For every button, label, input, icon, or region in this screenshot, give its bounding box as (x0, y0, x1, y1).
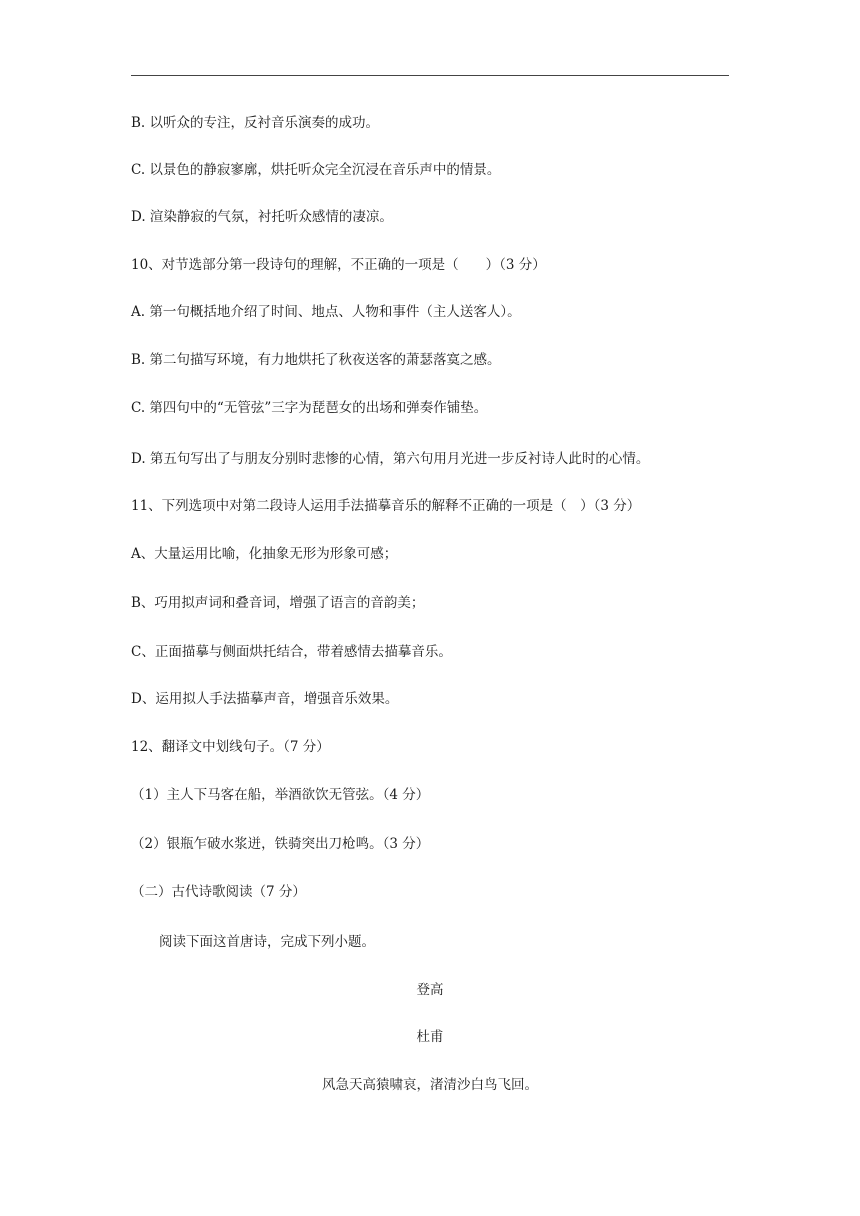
option-9d: D. 渲染静寂的气氛，衬托听众感情的凄凉。 (131, 209, 393, 225)
section-heading: （二）古代诗歌阅读（7 分） (131, 884, 306, 900)
question-12-item-1: （1）主人下马客在船，举酒欲饮无管弦。（4 分） (131, 787, 430, 803)
option-9c: C. 以景色的静寂寥廓，烘托听众完全沉浸在音乐声中的情景。 (131, 162, 501, 178)
option-10a: A. 第一句概括地介绍了时间、地点、人物和事件（主人送客人）。 (131, 304, 521, 320)
option-11a: A、大量运用比喻，化抽象无形为形象可感； (131, 546, 398, 562)
poem-author: 杜甫 (416, 1029, 444, 1045)
option-11c: C、正面描摹与侧面烘托结合，带着感情去描摹音乐。 (131, 644, 452, 660)
poem-title: 登高 (416, 982, 444, 998)
option-11d: D、运用拟人手法描摹声音，增强音乐效果。 (131, 691, 399, 707)
question-12: 12、翻译文中划线句子。（7 分） (131, 739, 330, 755)
option-10d: D. 第五句写出了与朋友分别时悲惨的心情，第六句用月光进一步反衬诗人此时的心情。 (131, 451, 650, 467)
option-10c: C. 第四句中的“无管弦”三字为琵琶女的出场和弹奏作铺垫。 (131, 400, 488, 416)
option-10b: B. 第二句描写环境，有力地烘托了秋夜送客的萧瑟落寞之感。 (131, 352, 501, 368)
question-12-item-2: （2）银瓶乍破水浆迸，铁骑突出刀枪鸣。（3 分） (131, 836, 430, 852)
question-10: 10、对节选部分第一段诗句的理解，不正确的一项是（ ）（3 分） (131, 257, 546, 273)
option-11b: B、巧用拟声词和叠音词，增强了语言的音韵美； (131, 595, 425, 611)
option-9b: B. 以听众的专注，反衬音乐演奏的成功。 (131, 115, 380, 131)
question-11: 11、下列选项中对第二段诗人运用手法描摹音乐的解释不正确的一项是（ ）（3 分） (131, 498, 641, 514)
header-rule (131, 75, 729, 76)
reading-instruction: 阅读下面这首唐诗，完成下列小题。 (159, 934, 375, 950)
poem-line: 风急天高猿啸哀，渚清沙白鸟飞回。 (322, 1077, 538, 1093)
